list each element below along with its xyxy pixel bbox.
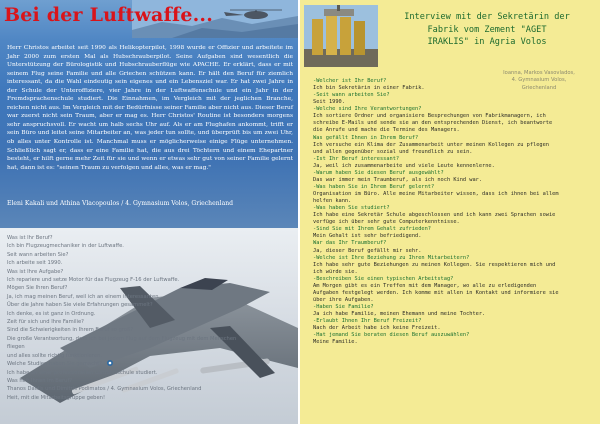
interview-answer: Ja, weil ich zusammenarbeite und viele Leute kennenlerne. — [313, 162, 495, 169]
right-page — [300, 0, 600, 424]
interview-question: -Was haben Sie in Ihrem Beruf gelernt? — [313, 183, 435, 190]
german-line: Seit wann arbeiten Sie? — [7, 251, 69, 258]
german-line: Heit, mit die Mitarbeitsgruppe geben! — [7, 394, 106, 401]
author-line: Ioanna, Markos Vasovlados, — [503, 70, 575, 76]
interview-question: -Haben Sie Familie? — [313, 304, 374, 310]
interview-question: -Erlaubt Ihnen Ihr Beruf Freizeit? — [313, 318, 422, 325]
interview-answer: Meine Familie. — [313, 339, 358, 346]
cement-silo-image — [304, 5, 378, 67]
interview-answer: Ich habe eine Sekretär Schule abgeschlossen und ich kann zwei Sprachen sowie — [313, 212, 556, 219]
interview-answer: Seit 1990. — [313, 99, 345, 106]
german-line: und alles sollte richtig funktionieren. — [7, 352, 103, 359]
german-line: Ich arbeite seit 1990. — [7, 260, 63, 267]
left-article-body: Herr Christos arbeitet seit 1990 als Helikopterpilot, 1998 wurde er Offizier und arbeitete im Jahr 2000 zum ersten Mal als Hubschrauberpilot. Seine Aufgaben sind wesentlich die Unterstützung der Bürologistik und Hubschrauberflüge wie APACHE. Er erklärt, dass er mit seinem Flug seine Familie und alle Griechen schützen kann. Er hält den Beruf für ziemlich interessant, da die Wahl eindeutig sein eigenes und ein Lebensziel war. Er hat zwei Jahre in der Schule der Unteroffiziere, vier Jahre in der Luftwaffenschule und ein Jahr in der Fremdsprachenschule studiert. Die Einnahmen, im Vergleich mit der jeglichen Branche, reichen nicht aus. Im Vergleich mit der Bedürfnisse seiner Familie aber nicht aus. Dieser Beruf war zuerst nicht sein Traum, aber er mag es. Herr Christos' Routine ist besonders morgens sehr anspruchsvoll. Er wacht um halb sechs Uhr auf. Als er am Flughafen ankommt, trifft er sein Büro und leitet seine Mitarbeiter an, was jeder tun sollte, und überprüft bis um zwei Uhr, ob alles unter Kontrolle ist. Manchmal muss er möglicherweise einige Flüge unternehmen. Schließlich sagt er, dass er eine Familie hat, die aus drei Töchtern und einem Ehepartner besteht, er hilft gerne mehr Zeit für sie und wenn er etwas sehr gut von seiner Familie gelernt hat, dann ist es: "seinen Traum zu verfolgen und alles, was er mag." — [7, 45, 293, 171]
german-line: Die große Verantwortung, dass ich bei jedem Flug auf dem Flugzeug mit dem Menschen fliegen — [7, 335, 237, 351]
german-line: Über die Jahre haben Sie viele Erfahrungen gesammelt? — [7, 302, 153, 309]
interview-answer: und allen gegenüber sozial und freundlich zu sein. — [313, 148, 473, 155]
interview-answer: Ja ich habe Familie, meinen Ehemann und meine Tochter. — [313, 311, 486, 318]
interview-answer: Nach der Arbeit habe ich keine Freizeit. — [313, 325, 441, 332]
interview-answer: Am Morgen gibt es ein Treffen mit dem Manager, wo alle zu erledigenden — [313, 282, 537, 289]
german-line: Ja, ich mag meinen Beruf, weil ich an einem interessanten — [7, 293, 159, 300]
interview-answer: Ich bin Sekretärin in einer Fabrik. — [313, 85, 425, 92]
left-top-section — [0, 0, 298, 228]
interview-question: -Hat jemand Sie beraten diesen Beruf auszuwählen? — [313, 332, 470, 339]
interview-answer: Organisation im Büro. Alle meine Mitarbeiter wissen, dass ich ihnen bei allem — [313, 191, 559, 197]
author-line: 4. Gymnasium Volos, — [511, 77, 567, 84]
german-line: Ich denke, es ist ganz in Ordnung. — [7, 310, 96, 317]
interview-question: -Warum haben Sie diesen Beruf ausgewählt? — [313, 169, 444, 176]
left-article-credit: Eleni Kakali und Athina Vlacopoulos / 4. Gymnasium Volos, Griechenland — [7, 200, 234, 207]
title-line: Interview mit der Sekretärin der — [404, 12, 570, 22]
interview-answer: Mein Gehalt ist sehr befriedigend. — [313, 233, 422, 240]
left-title: Bei der Luftwaffe... — [4, 4, 214, 26]
interview-answer: über ihre Aufgaben. — [313, 296, 374, 303]
interview-answer: Ich sortiere Ordner und organisiere Besprechungen von Fabrikmanagern, ich — [313, 113, 546, 120]
right-title — [380, 11, 594, 49]
interview-question: -Ist Ihr Beruf interessant? — [313, 155, 400, 162]
interview-question: Was gefällt Ihnen in Ihrem Beruf? — [313, 134, 419, 141]
interview-question: -Welche sind Ihre Verantwortungen? — [313, 106, 422, 113]
german-line: Thanos Daldis und Dimitris Podimatos / 4. Gymnasium Volos, Griechenland — [7, 386, 202, 393]
interview-answer: Aufgaben festgelegt werden. Ich komme mit allen in Kontakt und informiere sie — [313, 289, 559, 296]
interview-question: -Welche ist Ihre Beziehung zu Ihren Mitarbeitern? — [313, 254, 470, 261]
interview-answer: Ich versuche ein Klima der Zusammenarbeit unter meinen Kollegen zu pflegen — [313, 141, 549, 148]
interview-answer: Ich habe sehr gute Beziehungen zu meinen Kollegen. Sie respektieren mich und — [313, 261, 556, 268]
german-line: Welche Studien haben Sie gemacht? — [7, 361, 103, 368]
german-line: Was ist Ihre Aufgabe? — [7, 268, 64, 275]
german-line: Mögen Sie Ihren Beruf? — [7, 285, 68, 292]
left-bottom-section — [0, 228, 298, 424]
interview-answer: helfen kann. — [313, 198, 352, 205]
interview-question: -Beschreiben Sie einen typischen Arbeitstag? — [313, 275, 454, 282]
german-line: Zeit für sich und Ihre Familie? — [7, 319, 84, 326]
interview-answer: verfüge ich über sehr gute Computerkenntnisse. — [313, 219, 460, 226]
title-line: IRAKLIS" in Agria Volos — [427, 37, 547, 48]
interview-question: -Welcher ist Ihr Beruf? — [313, 78, 387, 84]
interview-answer: Das war immer mein Traumberuf, als ich noch Kind war. — [313, 176, 483, 183]
german-line: Ich bin Flugzeugmechaniker in der Luftwaffe. — [7, 243, 124, 250]
interview-answer: ich würde sie. — [313, 268, 358, 275]
left-page — [0, 0, 298, 424]
left-german-interview — [7, 234, 237, 402]
interview-question: -Seit wann arbeiten Sie? — [313, 92, 390, 99]
right-interview-body — [313, 78, 597, 346]
german-line: Sind die Schwierigkeiten in Ihrem Beruf so groß? — [7, 327, 134, 334]
german-line: Was hilft Ihnen im Beruf? — [7, 377, 73, 384]
interview-answer: schreibe E-Mails und sende sie an den entsprechenden Dienst, ich beantworte — [313, 120, 553, 127]
interview-question: War das Ihr Traumberuf? — [313, 240, 387, 247]
german-line: Ich repariere und setze Motor für das Flugzeug F-16 der Luftwaffe. — [7, 277, 180, 284]
interview-question: -Was haben Sie studiert? — [313, 205, 390, 212]
author-line: Griechenland — [521, 84, 557, 91]
german-line: Ich habe an einer professionellen Luftfahrtschule studiert. — [7, 369, 158, 376]
interview-answer: Ja, dieser Beruf gefällt mir sehr. — [313, 247, 422, 254]
title-line: Fabrik vom Zement "AGET — [427, 24, 547, 35]
interview-question: -Sind Sie mit Ihrem Gehalt zufrieden? — [313, 226, 431, 233]
german-line: Was ist Ihr Beruf? — [7, 235, 53, 241]
interview-answer: die Anrufe und mache die Termine des Managers. — [313, 127, 460, 134]
